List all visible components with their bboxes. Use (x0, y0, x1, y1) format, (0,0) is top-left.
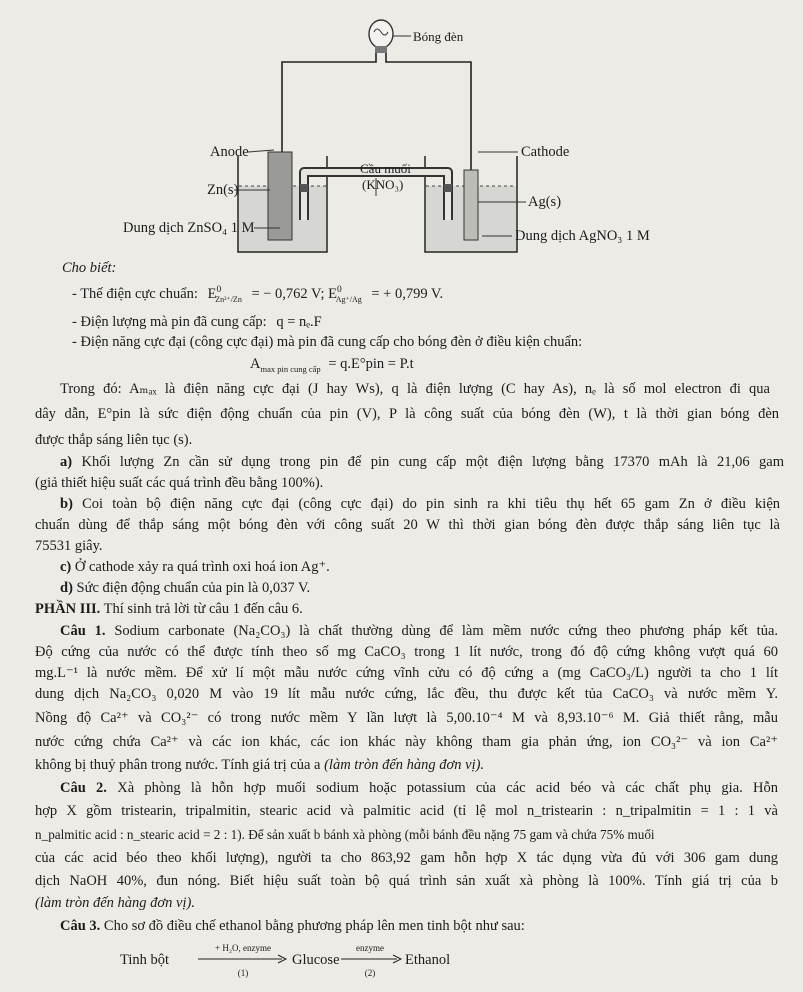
scheme-arrow2-bottom: (2) (364, 968, 376, 978)
lamp-label: Bóng đèn (413, 29, 464, 44)
q2-text-1: Xà phòng là hỗn hợp muối sodium hoặc potassium của các acid béo và các chất phụ gia. Hỗn (117, 780, 779, 796)
statement-b-line-1 (60, 495, 780, 513)
energy-formula-lhs: A (250, 356, 261, 372)
q2-label: Câu 2. (60, 780, 107, 796)
where-line-2: dây dẫn, E°pin là sức điện động chuẩn của pin (V), P là công suất của bóng đèn (W), t là thời gian bóng đèn (35, 406, 779, 422)
scheme-arrow2-top: enzyme (356, 943, 384, 953)
salt-bridge-label: Cầu muối (360, 161, 411, 176)
where-line-3: được thắp sáng liên tục (s). (35, 432, 193, 448)
standard-potential-prefix: - Thế điện cực chuẩn: (72, 286, 198, 302)
part3-title: PHẦN III. (35, 601, 101, 617)
statement-d (60, 579, 310, 597)
q1-text-1: Sodium carbonate (Na₂CO₃) là chất thường dùng để làm mềm nước cứng theo phương pháp kết tủa. (114, 623, 779, 639)
standard-potential-ag: = + 0,799 V. (371, 286, 444, 302)
zn-label: Zn(s) (207, 182, 239, 198)
q2-line-1 (60, 779, 778, 797)
q1-line-4: dung dịch Na₂CO₃ 0,020 M vào 19 lít mẫu nước cứng, lắc đều, thu được kết tủa CaCO₃ và nước mềm Y. (35, 686, 778, 702)
q1-text-7-italic: (làm tròn đến hàng đơn vị). (324, 757, 485, 773)
q2-line-2: hợp X gồm tristearin, tripalmitin, stearic acid và palmitic acid (tỉ lệ mol n_tristearin : n_tripalmitin = 1 : 1 và (35, 803, 778, 819)
q1-line-1 (60, 622, 778, 640)
statement-b-line-2: chuẩn dùng để thắp sáng một bóng đèn với công suất 20 W thì thời gian bóng đèn được thắp sáng liên tục là (35, 517, 780, 533)
q1-line-7 (35, 756, 484, 774)
energy-formula-rhs: = q.E°pin = P.t (328, 356, 414, 372)
where-line-1: Trong đó: Aₘₐₓ là điện năng cực đại (J hay Ws), q là điện lượng (C hay As), nₑ là số mol electron đi qua (60, 381, 770, 397)
given-heading: Cho biết: (62, 260, 117, 276)
q2-line-5: dịch NaOH 40%, đun nóng. Biết hiệu suất toàn bộ quá trình sản xuất xà phòng là 100%. Tính giá trị của b (35, 873, 778, 889)
charge-formula: q = nₑ.F (276, 314, 322, 330)
statement-b-line-3: 75531 giây. (35, 538, 103, 554)
statement-c (60, 558, 330, 576)
standard-potential-zn: = − 0,762 V; (251, 286, 325, 302)
salt-bridge-formula: (KNO₃) (362, 177, 404, 192)
energy-formula-sub: max pin cung cấp (260, 363, 321, 374)
statement-a-text: Khối lượng Zn cần sử dụng trong pin để pin cung cấp một điện lượng bằng 17370 mAh là 21,06 gam (81, 454, 785, 470)
q2-line-6: (làm tròn đến hàng đơn vị). (35, 895, 195, 911)
statement-d-label: d) (60, 580, 73, 596)
anode-label: Anode (210, 144, 249, 160)
statement-b-label: b) (60, 496, 73, 512)
statement-b-text: Coi toàn bộ điện năng cực đại (công cực đại) do pin sinh ra khi tiêu thụ hết 65 gam Zn ở điều kiện (82, 496, 781, 512)
cathode-label: Cathode (521, 144, 570, 160)
statement-c-label: c) (60, 559, 72, 575)
charge-text: - Điện lượng mà pin đã cung cấp: (72, 314, 267, 330)
scheme-mid: Glucose (292, 952, 340, 968)
scheme-arrow1-bottom: (1) (237, 968, 249, 978)
part3-heading (35, 600, 303, 618)
arrow-right-icon (198, 954, 288, 964)
part3-title-rest: Thí sinh trả lời từ câu 1 đến câu 6. (103, 601, 303, 617)
lamp-icon (369, 20, 393, 53)
arrow-right-icon-2 (341, 954, 403, 964)
q1-text-7: không bị thuỷ phân trong nước. Tính giá trị của a (35, 757, 321, 773)
scheme-arrow1-top: + H₂O, enzyme (215, 943, 271, 953)
standard-potential-line: - Thế điện cực chuẩn: $E^0_{Zn^{2+}/Zn}$ = − 0,762 V; $E^0_{Ag^+/Ag}$ = + 0,799 V. (72, 285, 444, 304)
right-solution-label: Dung dịch AgNO₃ 1 M (515, 228, 650, 244)
energy-formula (250, 355, 414, 373)
statement-a-label: a) (60, 454, 73, 470)
q3-line-1 (60, 917, 525, 935)
galvanic-cell-diagram (0, 0, 803, 270)
q1-line-3: mg.L⁻¹ là nước mềm. Để xử lí một mẫu nước cứng vĩnh cửu có độ cứng a (mg CaCO₃/L) người ta cho 1 lít (35, 665, 778, 681)
statement-a-line-1 (60, 453, 784, 471)
q3-text-1: Cho sơ đồ điều chế ethanol bằng phương pháp lên men tinh bột như sau: (103, 918, 525, 934)
statement-d-text: Sức điện động chuẩn của pin là 0,037 V. (76, 580, 311, 596)
q1-line-6: nước cứng chứa Ca²⁺ và các ion khác, các ion khác này không tham gia phản ứng, ion CO₃²⁻ và ion Ca²⁺ (35, 734, 778, 750)
q2-line-4: của các acid béo theo khối lượng), người ta cho 863,92 gam hỗn hợp X tác dụng vừa đủ với 306 gam dung (35, 850, 778, 866)
statement-c-text: Ở cathode xảy ra quá trình oxi hoá ion Ag⁺. (74, 559, 330, 575)
statement-a-line-2: (giả thiết hiệu suất các quá trình đều bằng 100%). (35, 475, 324, 491)
left-solution-label: Dung dịch ZnSO₄ 1 M (123, 220, 255, 236)
scheme-end: Ethanol (405, 952, 451, 968)
charge-line (72, 313, 322, 331)
scheme-start: Tinh bột (120, 952, 170, 968)
ag-label: Ag(s) (528, 194, 562, 210)
q3-label: Câu 3. (60, 918, 101, 934)
q2-line-3: n_palmitic acid : n_stearic acid = 2 : 1). Để sản xuất b bánh xà phòng (mỗi bánh đều nặng 75 gam và chứa 75% muối (35, 827, 655, 842)
energy-text: - Điện năng cực đại (công cực đại) mà pin đã cung cấp cho bóng đèn ở điều kiện chuẩn: (72, 334, 583, 350)
q1-line-5: Nồng độ Ca²⁺ và CO₃²⁻ có trong nước mềm Y lần lượt là 5,00.10⁻⁴ M và 8,93.10⁻⁶ M. Giả thiết rằng, mẫu (35, 710, 778, 726)
q1-label: Câu 1. (60, 623, 106, 639)
q1-line-2: Độ cứng của nước có thể được tính theo số mg CaCO₃ trong 1 lít nước, trong đó độ cứng không vượt quá 60 (35, 644, 778, 660)
